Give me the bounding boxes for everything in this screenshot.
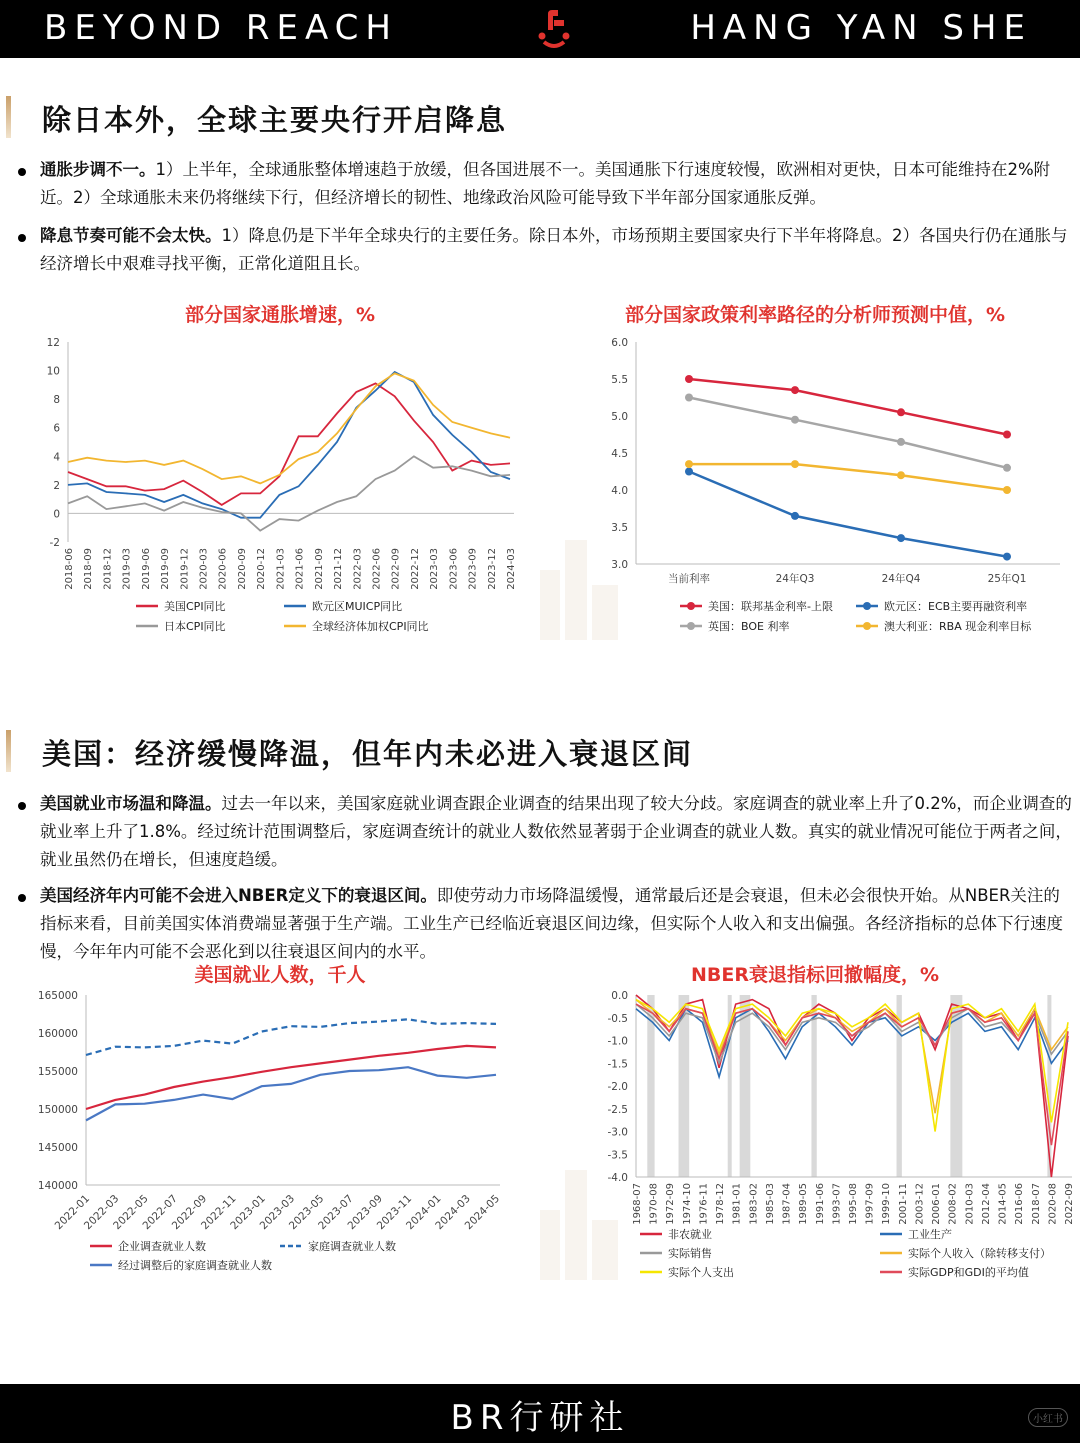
legend-label: 企业调查就业人数 xyxy=(118,1240,206,1253)
y-tick-label: -0.5 xyxy=(607,1012,628,1025)
y-tick-label: -4.0 xyxy=(607,1172,628,1184)
x-tick-label: 1968-07 xyxy=(632,1183,643,1225)
footer-badge: 小红书 xyxy=(1028,1408,1068,1427)
x-tick-label: 2001-11 xyxy=(897,1183,909,1225)
x-tick-label: 2020-08 xyxy=(1047,1183,1059,1225)
x-tick-label: 2020-03 xyxy=(198,548,210,590)
x-tick-label: 2023-03 xyxy=(257,1192,298,1233)
y-tick-label: 155000 xyxy=(37,1066,78,1078)
x-tick-label: 25年Q1 xyxy=(987,573,1027,585)
chart-title-policy-rate: 部分国家政策利率路径的分析师预测中值，% xyxy=(624,304,1006,326)
y-tick-label: 165000 xyxy=(37,990,78,1002)
x-tick-label: 2022-07 xyxy=(140,1192,180,1233)
legend-label: 美国：联邦基金利率-上限 xyxy=(708,600,833,613)
x-tick-label: 2022-05 xyxy=(111,1192,151,1233)
series-line xyxy=(68,383,510,505)
x-tick-label: 1995-08 xyxy=(848,1183,859,1225)
x-tick-label: 2020-06 xyxy=(217,548,229,590)
legend-label: 实际销售 xyxy=(668,1247,712,1260)
y-tick-label: 10 xyxy=(46,365,60,378)
x-tick-label: 2022-03 xyxy=(81,1192,122,1233)
x-tick-label: 1981-01 xyxy=(731,1183,743,1225)
data-point xyxy=(1003,486,1011,494)
recession-band xyxy=(740,995,751,1177)
legend-label: 英国：BOE 利率 xyxy=(708,620,790,633)
x-tick-label: 1976-11 xyxy=(698,1183,710,1225)
x-tick-label: 2024-03 xyxy=(433,1192,473,1233)
y-tick-label: 4 xyxy=(53,451,60,464)
x-tick-label: 2020-09 xyxy=(236,548,248,590)
x-tick-label: 2022-12 xyxy=(409,548,421,590)
y-tick-label: 4.0 xyxy=(611,485,628,497)
bullet-item xyxy=(14,790,1074,874)
series-line xyxy=(689,464,1007,490)
bullet-dot xyxy=(18,894,26,902)
x-tick-label: 2023-06 xyxy=(448,548,460,590)
chart-title-nber: NBER衰退指标回撤幅度，% xyxy=(690,964,940,986)
x-tick-label: 2021-03 xyxy=(275,548,287,590)
data-point xyxy=(897,471,905,479)
x-tick-label: 2023-09 xyxy=(345,1192,385,1233)
x-tick-label: 2019-12 xyxy=(179,548,191,590)
legend-label: 欧元区：ECB主要再融资利率 xyxy=(884,600,1028,613)
footer-bar xyxy=(0,1384,1080,1443)
bullet-text: 1）上半年，全球通胀整体增速趋于放缓，但各国进展不一。美国通胀下行速度较慢，欧洲相对更快，日本可能维持在2%附近。2）全球通胀未来仍将继续下行，但经济增长的韧性、地缘政治风险可能导致下半年部分国家通胀反弹。 xyxy=(40,160,1051,207)
y-tick-label: 0.0 xyxy=(611,990,628,1002)
data-point xyxy=(791,460,799,468)
data-point xyxy=(1003,431,1011,439)
bullet-text: 即使劳动力市场降温缓慢，通常最后还是会衰退，但未必会很快开始。从NBER关注的指标来看，目前美国实体消费端显著强于生产端。工业生产已经临近衰退区间边缘，但实际个人收入和支出偏强。各经济指标的总体下行速度慢，今年年内可能不会恶化到以往衰退区间内的水平。 xyxy=(40,886,1063,961)
x-tick-label: 1987-04 xyxy=(781,1183,793,1225)
legend-label: 工业生产 xyxy=(908,1228,952,1241)
recession-band xyxy=(811,995,816,1177)
x-tick-label: 2024-05 xyxy=(462,1192,503,1233)
x-tick-label: 24年Q3 xyxy=(775,573,815,585)
bullet-dot xyxy=(18,802,26,810)
legend-label: 澳大利亚：RBA 现金利率目标 xyxy=(884,620,1032,633)
legend-marker xyxy=(863,622,871,630)
x-tick-label: 2010-03 xyxy=(964,1183,976,1225)
x-tick-label: 2023-03 xyxy=(429,548,441,590)
y-tick-label: 8 xyxy=(53,394,60,407)
x-tick-label: 2023-01 xyxy=(228,1192,268,1233)
y-tick-label: -3.5 xyxy=(607,1149,628,1162)
x-tick-label: 2016-06 xyxy=(1014,1183,1026,1225)
x-tick-label: 2003-12 xyxy=(914,1183,926,1225)
x-tick-label: 2019-06 xyxy=(140,548,152,590)
bullet-bold: 降息节奏可能不会太快。 xyxy=(40,226,222,245)
bullet-bold: 美国就业市场温和降温。 xyxy=(40,794,222,813)
y-tick-label: -2.5 xyxy=(607,1103,628,1116)
x-tick-label: 2022-03 xyxy=(352,548,364,590)
x-tick-label: 2014-05 xyxy=(997,1183,1009,1225)
x-tick-label: 1993-07 xyxy=(831,1183,843,1225)
section-accent-bar xyxy=(6,96,11,138)
x-tick-label: 2022-11 xyxy=(199,1192,239,1233)
legend-label: 欧元区MUICP同比 xyxy=(312,600,403,613)
x-tick-label: 2018-06 xyxy=(64,548,75,590)
x-tick-label: 2018-07 xyxy=(1030,1183,1042,1225)
data-point xyxy=(1003,553,1011,561)
x-tick-label: 1989-05 xyxy=(798,1183,810,1225)
x-tick-label: 1970-08 xyxy=(648,1183,660,1225)
chart-nber xyxy=(540,984,1080,1284)
brand-logo-icon xyxy=(534,8,574,52)
bullet-item xyxy=(14,222,1074,278)
y-tick-label: -2.0 xyxy=(607,1081,628,1093)
y-tick-label: 2 xyxy=(53,479,60,492)
y-tick-label: -3.0 xyxy=(607,1126,628,1139)
chart-policy-rate xyxy=(540,328,1080,640)
x-tick-label: 24年Q4 xyxy=(881,573,921,585)
brand-right: HANG YAN SHE xyxy=(690,8,1032,48)
y-tick-label: 160000 xyxy=(37,1028,78,1040)
x-tick-label: 1983-02 xyxy=(748,1183,760,1225)
bullet-bold: 通胀步调不一。 xyxy=(40,160,156,179)
y-tick-label: 5.5 xyxy=(611,374,628,386)
y-tick-label: 150000 xyxy=(37,1104,78,1116)
bullet-item xyxy=(14,882,1074,966)
x-tick-label: 2023-11 xyxy=(374,1192,415,1233)
y-tick-label: -1.0 xyxy=(607,1035,628,1048)
x-tick-label: 2021-12 xyxy=(333,548,345,590)
data-point xyxy=(897,534,905,542)
series-line xyxy=(86,1046,496,1109)
y-tick-label: 145000 xyxy=(37,1142,78,1154)
chart-inflation xyxy=(0,328,540,640)
data-point xyxy=(897,408,905,416)
y-tick-label: 4.5 xyxy=(611,448,628,460)
x-tick-label: 2008-02 xyxy=(947,1183,959,1225)
x-tick-label: 2022-09 xyxy=(169,1192,210,1233)
x-tick-label: 2019-03 xyxy=(121,548,133,590)
chart-title-employment: 美国就业人数，千人 xyxy=(194,964,366,986)
data-point xyxy=(897,438,905,446)
y-tick-label: 6.0 xyxy=(611,337,628,349)
legend-label: 日本CPI同比 xyxy=(164,620,226,633)
legend-marker xyxy=(863,602,871,610)
y-tick-label: 3.5 xyxy=(611,522,628,534)
bullet-dot xyxy=(18,168,26,176)
data-point xyxy=(791,512,799,520)
bullet-bold: 美国经济年内可能不会进入NBER定义下的衰退区间。 xyxy=(40,886,437,905)
x-tick-label: 2021-06 xyxy=(294,548,306,590)
x-tick-label: 1978-12 xyxy=(715,1183,727,1225)
y-tick-label: -1.5 xyxy=(607,1058,628,1071)
legend-label: 美国CPI同比 xyxy=(164,600,226,613)
y-tick-label: 140000 xyxy=(37,1180,78,1192)
section-1-title: 除日本外，全球主要央行开启降息 xyxy=(42,103,508,137)
x-tick-label: 2022-01 xyxy=(52,1192,93,1233)
legend-label: 非农就业 xyxy=(668,1228,712,1241)
y-tick-label: -2 xyxy=(49,537,60,549)
x-tick-label: 1974-10 xyxy=(681,1183,693,1225)
x-tick-label: 1997-09 xyxy=(864,1183,876,1225)
data-point xyxy=(685,394,693,402)
y-tick-label: 6 xyxy=(53,422,60,435)
x-tick-label: 2023-09 xyxy=(467,548,479,590)
brand-left: BEYOND REACH xyxy=(44,8,398,48)
x-tick-label: 1991-06 xyxy=(814,1183,826,1225)
legend-label: 实际个人支出 xyxy=(668,1266,734,1279)
legend-marker xyxy=(687,602,695,610)
x-tick-label: 2006-01 xyxy=(931,1183,943,1225)
legend-marker xyxy=(687,622,695,630)
legend-label: 实际个人收入（除转移支付） xyxy=(908,1247,1051,1260)
chart-employment xyxy=(0,984,540,1284)
x-tick-label: 1999-10 xyxy=(881,1183,893,1225)
x-tick-label: 当前利率 xyxy=(668,573,710,585)
x-tick-label: 2024-03 xyxy=(506,548,517,590)
legend-label: 全球经济体加权CPI同比 xyxy=(312,620,429,633)
data-point xyxy=(791,416,799,424)
x-tick-label: 1985-03 xyxy=(764,1183,776,1225)
x-tick-label: 2022-09 xyxy=(390,548,402,590)
x-tick-label: 2018-12 xyxy=(102,548,114,590)
data-point xyxy=(685,468,693,476)
x-tick-label: 2023-05 xyxy=(286,1192,327,1233)
series-line xyxy=(68,372,510,518)
x-tick-label: 2023-07 xyxy=(316,1192,356,1233)
legend-label: 经过调整后的家庭调查就业人数 xyxy=(118,1259,272,1272)
data-point xyxy=(1003,464,1011,472)
x-tick-label: 2018-09 xyxy=(83,548,95,590)
y-tick-label: 12 xyxy=(46,337,60,349)
y-tick-label: 0 xyxy=(53,508,60,521)
section-2-title: 美国：经济缓慢降温，但年内未必进入衰退区间 xyxy=(42,737,694,771)
bullet-text: 1）降息仍是下半年全球央行的主要任务。除日本外，市场预期主要国家央行下半年将降息。2）各国央行仍在通胀与经济增长中艰难寻找平衡，正常化道阻且长。 xyxy=(40,226,1068,273)
y-tick-label: 5.0 xyxy=(611,411,628,423)
section-accent-bar xyxy=(6,730,11,772)
bullet-dot xyxy=(18,234,26,242)
x-tick-label: 1972-09 xyxy=(665,1183,677,1225)
series-line xyxy=(689,398,1007,468)
header-bar xyxy=(0,0,1080,58)
y-tick-label: 3.0 xyxy=(611,559,628,571)
x-tick-label: 2023-12 xyxy=(486,548,498,590)
chart-title-inflation: 部分国家通胀增速，% xyxy=(184,304,376,326)
bullet-item xyxy=(14,156,1074,212)
legend-label: 实际GDP和GDI的平均值 xyxy=(908,1266,1029,1279)
legend-label: 家庭调查就业人数 xyxy=(308,1240,396,1253)
series-line xyxy=(636,995,1068,1177)
x-tick-label: 2022-09 xyxy=(1064,1183,1075,1225)
footer-title: BR行研社 xyxy=(450,1398,630,1438)
data-point xyxy=(685,375,693,383)
x-tick-label: 2024-01 xyxy=(404,1192,444,1233)
x-tick-label: 2022-06 xyxy=(371,548,383,590)
x-tick-label: 2021-09 xyxy=(313,548,325,590)
x-tick-label: 2012-04 xyxy=(980,1183,992,1225)
bullet-text: 过去一年以来，美国家庭就业调查跟企业调查的结果出现了较大分歧。家庭调查的就业率上升了0.2%，而企业调查的就业率上升了1.8%。经过统计范围调整后，家庭调查统计的就业人数依然显著弱于企业调查的就业人数。真实的就业情况可能位于两者之间，就业虽然仍在增长，但速度趋缓。 xyxy=(40,794,1072,869)
x-tick-label: 2019-09 xyxy=(160,548,172,590)
data-point xyxy=(791,386,799,394)
x-tick-label: 2020-12 xyxy=(256,548,268,590)
data-point xyxy=(685,460,693,468)
